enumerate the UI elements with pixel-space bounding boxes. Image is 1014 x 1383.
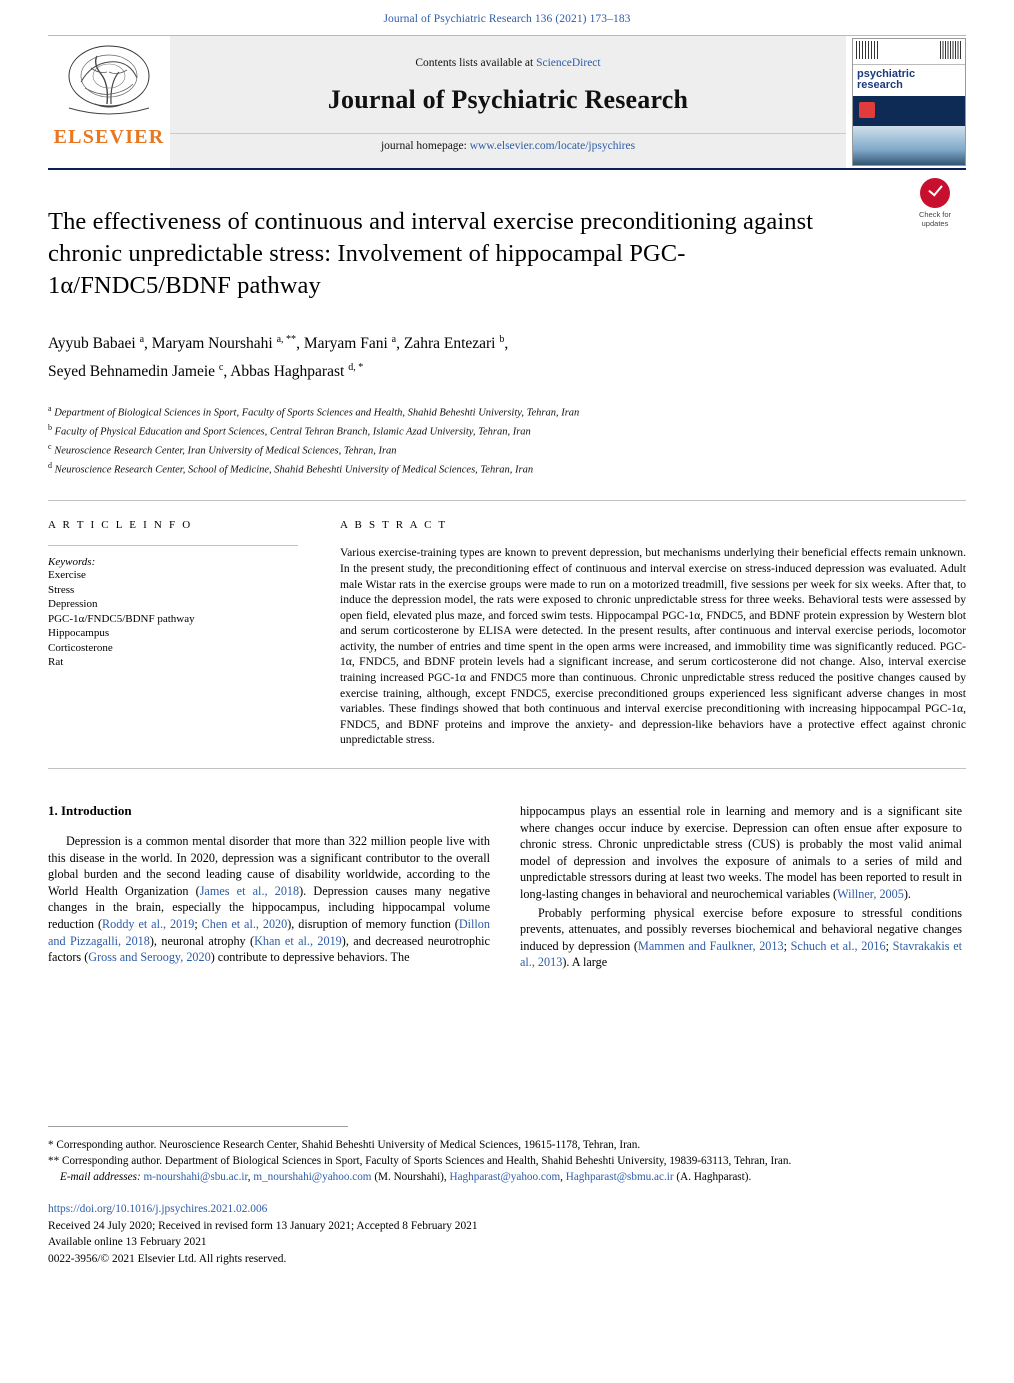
contents-prefix: Contents lists available at <box>415 56 537 69</box>
body-columns <box>48 803 966 973</box>
text-run: ). A large <box>562 955 608 970</box>
cover-top-bar <box>853 39 965 65</box>
crossmark-line2: updates <box>921 219 949 228</box>
citation-link[interactable]: Chen et al., 2020 <box>201 917 288 931</box>
keyword-item: Exercise <box>48 569 86 582</box>
running-head: Journal of Psychiatric Research 136 (2021) 173–183 <box>383 13 631 25</box>
text-run: ; <box>194 917 202 931</box>
citation-link[interactable]: Stavrakakis et al., 2013 <box>520 938 963 970</box>
info-abstract-block <box>48 500 966 769</box>
intro-paragraph-right-2 <box>520 905 962 971</box>
elsevier-tree-icon <box>61 42 157 124</box>
keyword-item: Hippocampus <box>48 627 110 640</box>
keyword-item: Corticosterone <box>48 641 113 654</box>
citation-link[interactable]: Willner, 2005 <box>837 887 904 901</box>
homepage-prefix: journal homepage: <box>380 139 470 152</box>
corresponding-author-note-2: ** Corresponding author. Department of Biological Sciences in Sport, Faculty of Sports Sciences and Health, Shahid Beheshti University, 19839-63113, Tehran, Iran. <box>48 1155 792 1167</box>
body-column-left <box>48 803 490 973</box>
intro-paragraph-left <box>48 833 490 966</box>
body-column-right <box>520 803 962 973</box>
affiliation-a: $^a$ Department of Biological Sciences in Sport, Faculty of Sports Sciences and Health, Shahid Beheshti University, Tehran, Iran <box>48 404 580 419</box>
abstract-heading: A B S T R A C T <box>340 519 448 532</box>
text-run: ), disruption of memory function ( <box>287 917 459 931</box>
email-label: E-mail addresses: <box>60 1171 141 1183</box>
affiliation-b: $^b$ Faculty of Physical Education and Sport Sciences, Central Tehran Branch, Islamic Azad University, Tehran, Iran <box>48 423 531 438</box>
text-run: ), and decreased neurotrophic factors ( <box>48 933 490 965</box>
homepage-line <box>170 133 846 152</box>
journal-title: Journal of Psychiatric Research <box>327 84 689 114</box>
doi-block <box>48 1201 966 1267</box>
journal-header <box>170 36 846 168</box>
article-info-heading: A R T I C L E I N F O <box>48 519 193 532</box>
citation-link[interactable]: Khan et al., 2019 <box>254 933 342 948</box>
text-run: ). <box>903 887 911 901</box>
journal-homepage-link[interactable]: www.elsevier.com/locate/jpsychires <box>469 139 636 152</box>
citation-link[interactable]: Gross and Seroogy, 2020 <box>88 950 211 965</box>
cover-title: psychiatric research <box>857 68 916 91</box>
citation-link[interactable]: James et al., 2018 <box>199 883 300 898</box>
affiliation-d: $^d$ Neuroscience Research Center, School of Medicine, Shahid Beheshti University of Medical Sciences, Tehran, Iran <box>48 461 534 476</box>
citation-link[interactable]: Roddy et al., 2019 <box>102 917 195 931</box>
author-line-1: Ayyub Babaei $^a$, Maryam Nourshahi $^{a, **}$, Maryam Fani $^a$, Zahra Entezari $^b$, <box>48 334 509 353</box>
divider <box>48 545 298 546</box>
journal-masthead <box>48 35 966 170</box>
keyword-item: Rat <box>48 656 64 669</box>
email-link[interactable]: Haghparast@sbmu.ac.ir <box>565 1171 674 1183</box>
abstract-column <box>340 519 966 748</box>
text-run: Depression is a common mental disorder that more than 322 million people live with this disease in the world. In 2020, depression was a significant contributor to the overall global burden and the second leading cause of disability worldwide, according to the World Health Organization ( <box>48 834 490 898</box>
article-info-column <box>48 519 340 748</box>
elsevier-wordmark: ELSEVIER <box>53 126 165 148</box>
sciencedirect-link[interactable]: ScienceDirect <box>536 56 601 69</box>
citation-link[interactable]: Dillon and Pizzagalli, 2018 <box>48 917 490 948</box>
keywords-label: Keywords: <box>48 556 96 569</box>
author-list <box>48 328 966 384</box>
available-online: Available online 13 February 2021 <box>48 1236 207 1248</box>
email-owner: (A. Haghparast). <box>676 1171 752 1183</box>
title-block <box>48 206 966 478</box>
affiliation-c: $^c$ Neuroscience Research Center, Iran University of Medical Sciences, Tehran, Iran <box>48 442 397 457</box>
text-run: ; <box>783 938 791 953</box>
text-run: ; <box>885 938 893 953</box>
crossmark-icon <box>920 178 950 208</box>
copyright-line: 0022-3956/© 2021 Elsevier Ltd. All rights reserved. <box>48 1252 287 1265</box>
barcode-icon <box>856 41 878 59</box>
cover-band <box>853 96 965 126</box>
page-title: The effectiveness of continuous and interval exercise preconditioning against chronic unpredictable stress: Involvement of hippocampal PGC-1α/FNDC5/BDNF pathway <box>48 208 814 299</box>
affiliations <box>48 402 966 478</box>
email-note: E-mail addresses: m-nourshahi@sbu.ac.ir, m_nourshahi@yahoo.com (M. Nourshahi), Haghparast@yahoo.com, Haghparast@sbmu.ac.ir (A. Haghparast). <box>60 1171 752 1183</box>
author-line-2: Seyed Behnamedin Jameie $^c$, Abbas Haghparast $^{d, *}$ <box>48 362 364 381</box>
crossmark-badge[interactable] <box>904 178 966 228</box>
text-run: ). Depression causes many negative changes in the brain, especially the hippocampus, including hippocampal volume reduction ( <box>48 883 490 931</box>
abstract-text: Various exercise-training types are known to prevent depression, but mechanisms underlying their beneficial effects remain unknown. In the present study, the preconditioning effect of continuous and interval exercise on stress-induced depression was evaluated. Adult male Wistar rats in the exercise groups were made to run on a motorized treadmill, five sessions per week for six weeks. After that, to induce the depression model, the rats were exposed to chronic unpredictable stress for three weeks. Behavioral tests were assessed by open field, elevated plus maze, and forced swim tests. Hippocampal PGC-1α, FNDC5, and BDNF protein expression by Western blot and serum corticosterone by ELISA were detected. In the present results, after continuous and interval exercise periods, locomotor activity, the number of entries and time spent in the open arms were increased, and immobility time was significantly reduced. PGC-1α, FNDC5, and BDNF protein levels had a significant increase, and serum corticosterone did not change. Also, interval exercise training increased PGC-1α and FNDC5 more than continuous. Chronic unpredictable stress reduced the positive changes caused by exercise training, although, except FNDC5, exercise preconditioned groups experienced less significant adverse changes in most variables. These findings showed that both continuous and interval exercise preconditioning with increasing hippocampal PGC-1α, FNDC5, and BDNF proteins and improve the anxiety- and depression-like behaviors have a protective effect against chronic unpredictable stress. <box>340 546 966 747</box>
crossmark-line1: Check for <box>918 210 952 219</box>
keyword-item: Stress <box>48 583 75 596</box>
citation-link[interactable]: Mammen and Faulkner, 2013 <box>637 938 784 953</box>
corresponding-author-note-1: * Corresponding author. Neuroscience Research Center, Shahid Beheshti University of Medical Sciences, 19615-1178, Tehran, Iran. <box>48 1139 641 1151</box>
section-title-introduction: 1. Introduction <box>48 803 132 819</box>
barcode-icon-right <box>940 41 962 59</box>
email-link[interactable]: m_nourshahi@yahoo.com <box>253 1171 372 1183</box>
contents-line <box>415 57 600 69</box>
email-link[interactable]: m-nourshahi@sbu.ac.ir <box>143 1171 248 1183</box>
text-run: ), neuronal atrophy ( <box>149 933 255 948</box>
keyword-item: Depression <box>48 598 98 611</box>
doi-link[interactable]: https://doi.org/10.1016/j.jpsychires.2021.02.006 <box>48 1203 268 1215</box>
footnote-divider <box>48 1126 348 1127</box>
citation-link[interactable]: Schuch et al., 2016 <box>790 938 886 953</box>
received-history: Received 24 July 2020; Received in revised form 13 January 2021; Accepted 8 February 2021 <box>48 1219 478 1232</box>
email-link[interactable]: Haghparast@yahoo.com <box>449 1171 561 1183</box>
keyword-item: PGC-1α/FNDC5/BDNF pathway <box>48 612 195 625</box>
email-owner: (M. Nourshahi), <box>374 1171 450 1183</box>
footnotes-block <box>48 1126 966 1267</box>
elsevier-logo <box>48 36 170 168</box>
intro-paragraph-right-1 <box>520 803 962 903</box>
journal-cover-thumbnail <box>852 38 966 166</box>
text-run: Probably performing physical exercise before exposure to stressful conditions prevents, attenuates, and possibly reverses biochemical and behavioral negative changes induced by depression ( <box>520 905 962 953</box>
text-run: hippocampus plays an essential role in learning and memory and is a significant site where changes occur induce by exercise. Depression can often ensue after exposure to chronic stress. Chronic unpredictable stress (CUS) is probably the most valid animal model of depression and involves the exposure of animals to a series of mild and unpredictable stressors during at least two weeks. The model has been reported to result in long-lasting changes in behavioral and neurochemical variables ( <box>520 804 962 901</box>
cover-image <box>853 126 965 166</box>
text-run: ) contribute to depressive behaviors. The <box>210 950 410 965</box>
